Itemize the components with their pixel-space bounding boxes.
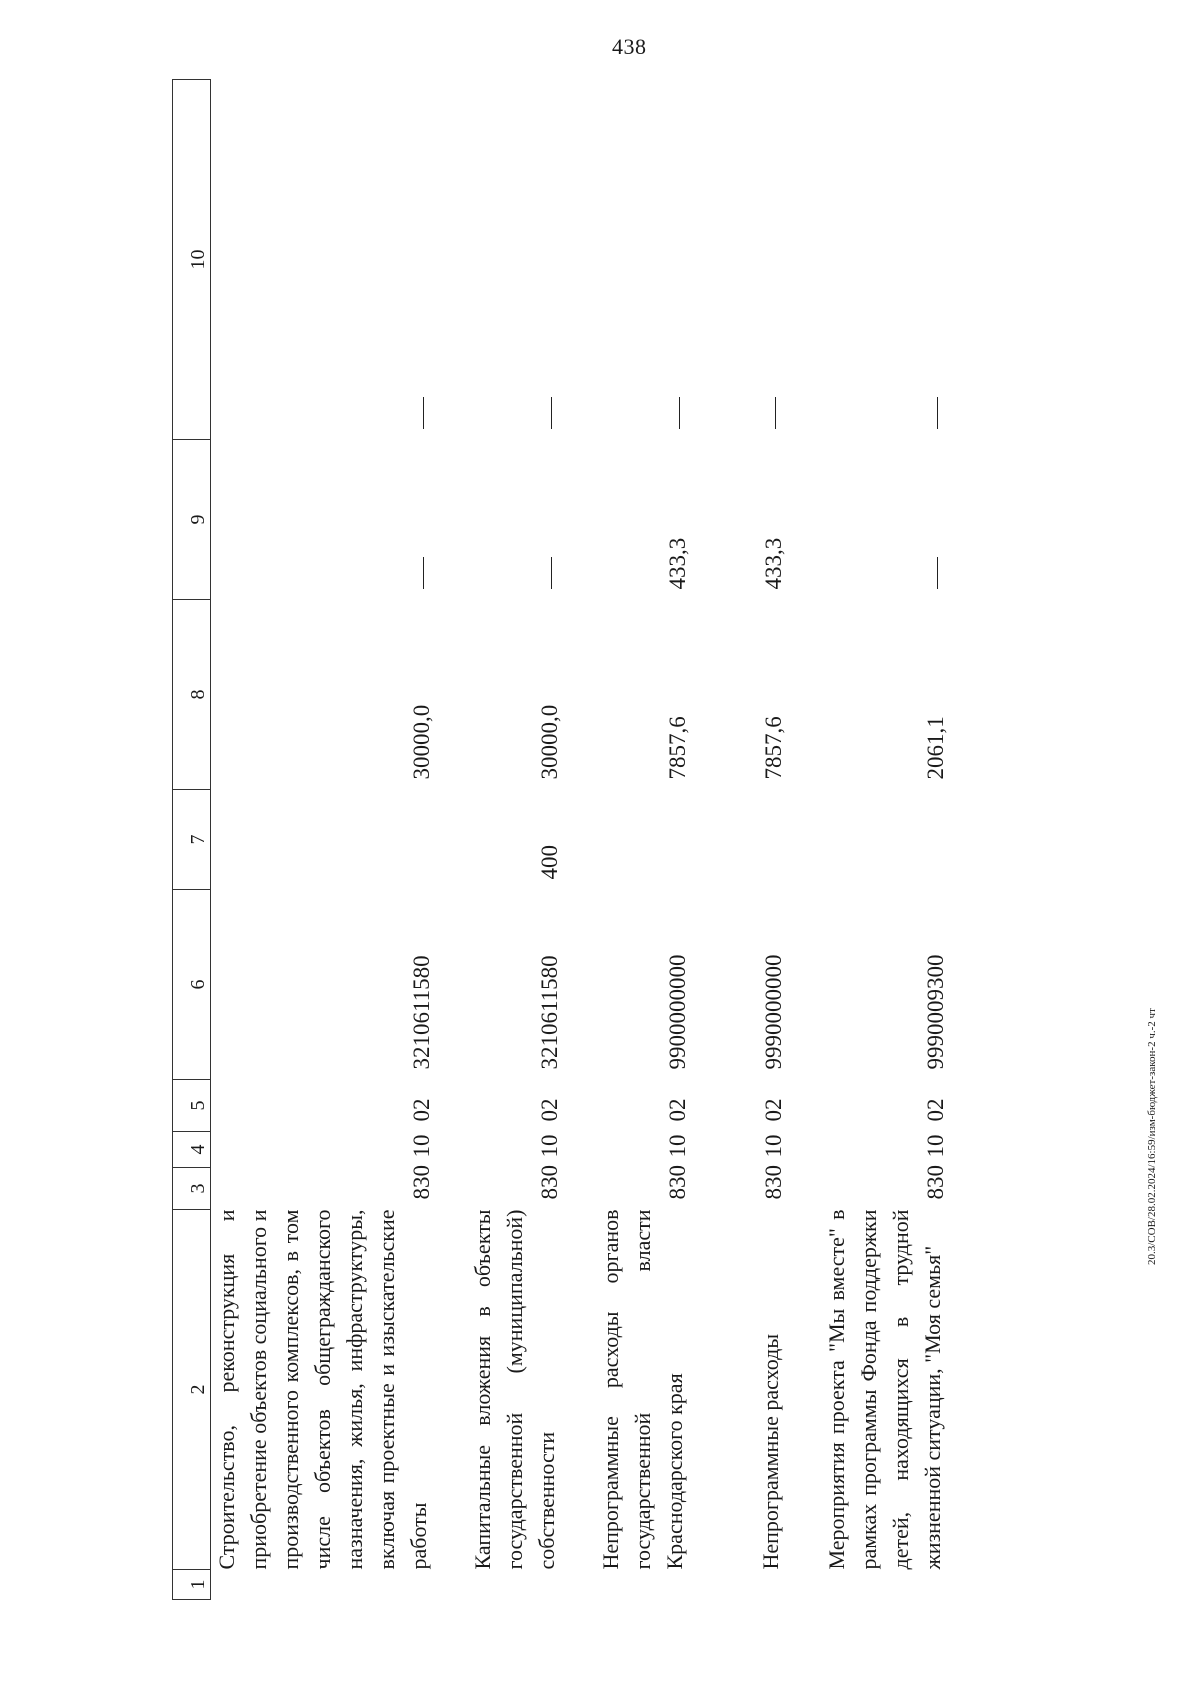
amount-cell: 2061,1 [923, 716, 948, 780]
admin-code-cell: 830 [665, 1165, 690, 1200]
target-article-cell: 3210611580 [537, 955, 562, 1070]
row-number-cell [565, 1570, 693, 1600]
expense-type-cell: 400 [537, 845, 562, 880]
admin-code-cell: 830 [761, 1165, 786, 1200]
table-row [211, 80, 438, 1600]
document-footer-code: 20.3/СОВ/28.02.2024/16:59/изм-бюджет-закон-2 ч.-2 чт [1146, 1008, 1158, 1265]
column-header: 3 [173, 1168, 211, 1210]
page-number: 438 [612, 34, 647, 59]
table-header-row [173, 80, 211, 1600]
row-description: Строительство, реконструкция и приобретение объектов социального и производственного комплексов, в том числе объектов общегражданского назначения, жилья, инфраструктуры, включая проектные и изыскательские работы [214, 1209, 431, 1570]
row-description: Капитальные вложения в объекты государственной (муниципальной) собственности [470, 1209, 559, 1570]
dash-mark [937, 398, 938, 430]
section-code-cell: 10 [409, 1134, 434, 1158]
row-description: Непрограммные расходы органов государственной власти Краснодарского края [598, 1209, 687, 1570]
row-number-cell [789, 1570, 951, 1600]
column-header: 7 [173, 790, 211, 890]
expense-type-cell [789, 790, 951, 890]
amount-cell: 30000,0 [537, 704, 562, 780]
subsection-code-cell: 02 [537, 1098, 562, 1122]
expense-type-cell [211, 790, 438, 890]
budget-table [172, 79, 951, 1600]
column-header: 2 [173, 1210, 211, 1570]
amount-cell: 7857,6 [665, 716, 690, 780]
dash-mark [551, 398, 552, 430]
subsection-code-cell: 02 [923, 1098, 948, 1122]
row-description: Мероприятия проекта "Мы вместе" в рамках программы Фонда поддержки детей, находящихся в трудной жизненной ситуации, "Моя семья" [824, 1209, 945, 1570]
subsection-code-cell: 02 [665, 1098, 690, 1122]
amount-cell [211, 80, 438, 440]
dash-mark [423, 398, 424, 430]
amount-cell: 433,3 [665, 537, 690, 590]
admin-code-cell: 830 [923, 1165, 948, 1200]
target-article-cell: 9990009300 [923, 954, 948, 1070]
section-code-cell: 10 [665, 1134, 690, 1158]
target-article-cell: 9900000000 [665, 954, 690, 1070]
table-row [693, 80, 789, 1600]
table-row [565, 80, 693, 1600]
column-header: 5 [173, 1080, 211, 1132]
amount-cell [437, 80, 565, 440]
dash-mark [423, 558, 424, 590]
amount-cell [565, 80, 693, 440]
amount-cell [211, 440, 438, 600]
section-code-cell: 10 [923, 1134, 948, 1158]
amount-cell [789, 440, 951, 600]
admin-code-cell: 830 [537, 1165, 562, 1200]
amount-cell: 433,3 [761, 537, 786, 590]
amount-cell: 7857,6 [761, 716, 786, 780]
expense-type-cell [693, 790, 789, 890]
subsection-code-cell: 02 [409, 1098, 434, 1122]
column-header: 4 [173, 1132, 211, 1168]
column-header: 9 [173, 440, 211, 600]
dash-mark [937, 558, 938, 590]
section-code-cell: 10 [537, 1134, 562, 1158]
subsection-code-cell: 02 [761, 1098, 786, 1122]
amount-cell [693, 80, 789, 440]
budget-table-rotated [172, 80, 1172, 1600]
row-number-cell [211, 1570, 438, 1600]
target-article-cell: 3210611580 [409, 955, 434, 1070]
amount-cell: 30000,0 [409, 704, 434, 780]
row-description: Непрограммные расходы [758, 1333, 783, 1570]
target-article-cell: 9990000000 [761, 954, 786, 1070]
dash-mark [551, 558, 552, 590]
column-header: 10 [173, 80, 211, 440]
dash-mark [775, 398, 776, 430]
column-header: 8 [173, 600, 211, 790]
amount-cell [437, 440, 565, 600]
table-row [437, 80, 565, 1600]
admin-code-cell: 830 [409, 1165, 434, 1200]
column-header: 6 [173, 890, 211, 1080]
row-number-cell [693, 1570, 789, 1600]
expense-type-cell [565, 790, 693, 890]
section-code-cell: 10 [761, 1134, 786, 1158]
dash-mark [679, 398, 680, 430]
table-row [789, 80, 951, 1600]
amount-cell [789, 80, 951, 440]
row-number-cell [437, 1570, 565, 1600]
column-header: 1 [173, 1570, 211, 1600]
